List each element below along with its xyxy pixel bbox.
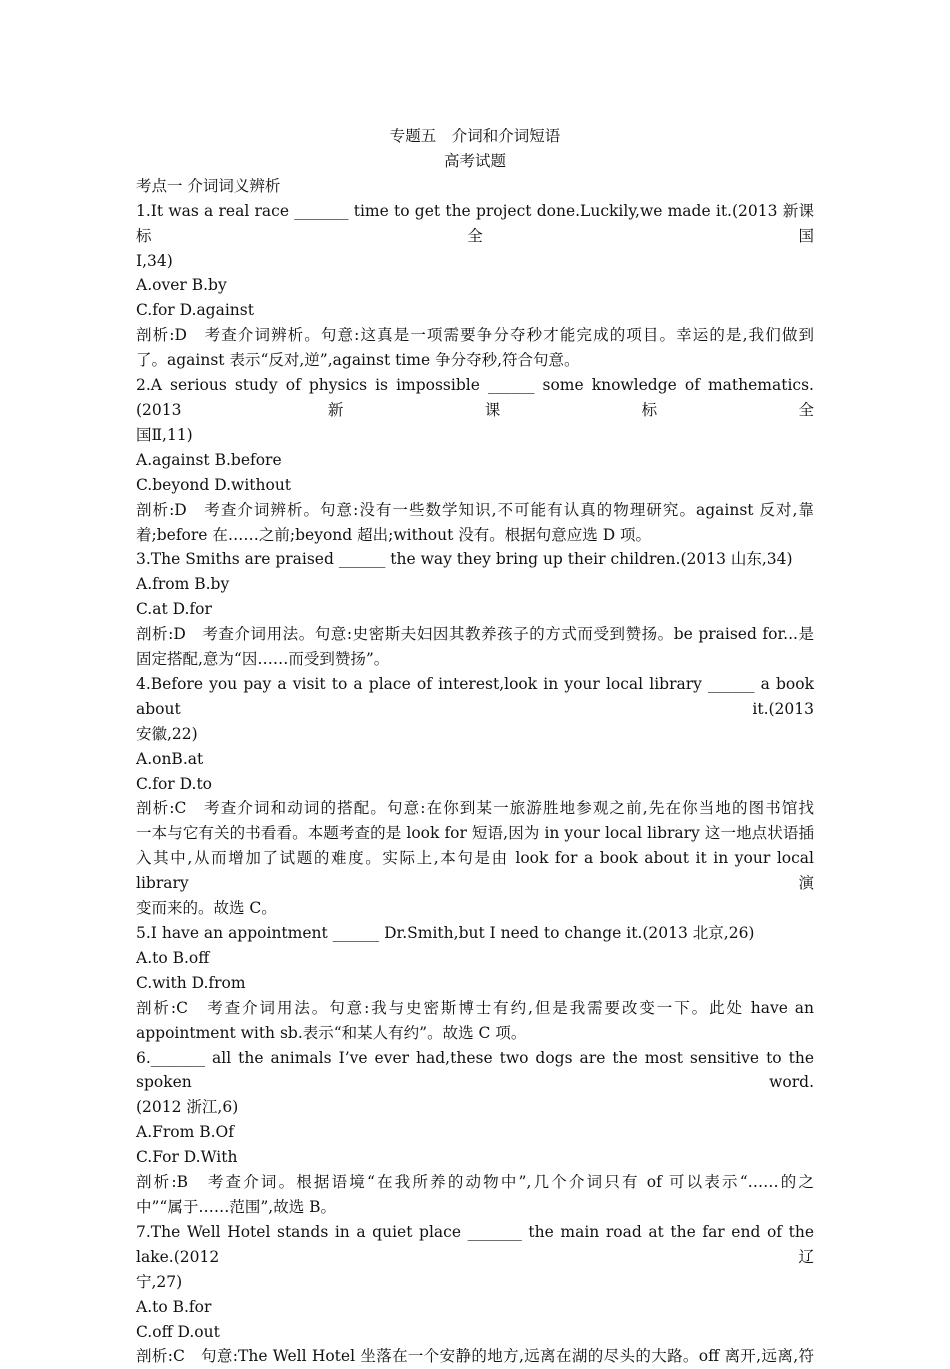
text-line: 7.The Well Hotel stands in a quiet place _______ the main road at the far end of the lake.(2012 辽 xyxy=(136,1222,814,1266)
text-line: 剖析:D 考查介词辨析。句意:这真是一项需要争分夺秒才能完成的项目。幸运的是,我们做到 xyxy=(136,326,814,345)
text-line: 宁,27) xyxy=(136,1272,183,1291)
text-line: 剖析:C 句意:The Well Hotel 坐落在一个安静的地方,远离在湖的尽头的大路。off 离开,远离,符 xyxy=(136,1347,814,1366)
text-line: 2.A serious study of physics is impossible ______ some knowledge of mathematics.(2013 新课标全 xyxy=(136,376,814,419)
text-line: C.off D.out xyxy=(136,1322,220,1341)
text-line: appointment with sb.表示“和某人有约”。故选 C 项。 xyxy=(136,1023,527,1042)
text-line: 5.I have an appointment ______ Dr.Smith,but I need to change it.(2013 北京,26) xyxy=(136,924,755,942)
text-line: 1.It was a real race _______ time to get the project done.Luckily,we made it.(2013 新课标全国 xyxy=(136,201,814,245)
text-line: 安徽,22) xyxy=(136,724,198,743)
text-line: 剖析:D 考查介词用法。句意:史密斯夫妇因其教养孩子的方式而受到赞扬。be praised for...是 xyxy=(136,625,814,644)
section-heading: 考点一 介词词义辨析 xyxy=(136,176,281,195)
text-line: C.For D.With xyxy=(136,1148,238,1167)
text-line: Ⅰ,34) xyxy=(136,251,173,270)
text-line: A.onB.at xyxy=(136,749,204,768)
text-line: 中”“属于……范围”,故选 B。 xyxy=(136,1197,337,1216)
page-subtitle: 高考试题 xyxy=(443,151,506,170)
text-line: A.over B.by xyxy=(136,276,227,295)
text-line: A.to B.for xyxy=(136,1297,212,1316)
text-line: 剖析:C 考查介词和动词的搭配。句意:在你到某一旅游胜地参观之前,先在你当地的图书馆找 xyxy=(136,799,814,818)
text-line: C.with D.from xyxy=(136,973,246,992)
text-line: 6._______ all the animals I’ve ever had,these two dogs are the most sensitive to the spoken word. xyxy=(136,1048,814,1092)
text-line: 变而来的。故选 C。 xyxy=(136,899,277,918)
text-line: 国Ⅱ,11) xyxy=(136,425,193,444)
text-line: C.for D.against xyxy=(136,301,254,320)
text-line: 剖析:D 考查介词辨析。句意:没有一些数学知识,不可能有认真的物理研究。against 反对,靠 xyxy=(136,500,814,519)
text-line: 4.Before you pay a visit to a place of interest,look in your local library ______ a book about it.(2013 xyxy=(136,674,814,718)
text-line: 了。against 表示“反对,逆”,against time 争分夺秒,符合句意。 xyxy=(136,351,580,370)
text-line: C.for D.to xyxy=(136,774,213,793)
page-title: 专题五 介词和介词短语 xyxy=(389,127,561,145)
text-line: A.to B.off xyxy=(136,948,210,967)
text-line: 固定搭配,意为“因……而受到赞扬”。 xyxy=(136,650,390,669)
text-line: A.from B.by xyxy=(136,575,230,594)
text-line: A.From B.Of xyxy=(136,1123,235,1142)
document-body xyxy=(136,199,814,1369)
text-line: 一本与它有关的书看看。本题考查的是 look for 短语,因为 in your local library 这一地点状语插 xyxy=(136,824,814,843)
text-line: (2012 浙江,6) xyxy=(136,1098,239,1117)
text-line: C.at D.for xyxy=(136,600,212,619)
text-line: 剖析:B 考查介词。根据语境“在我所养的动物中”,几个介词只有 of 可以表示“……的之 xyxy=(136,1173,814,1192)
text-line: 剖析:C 考查介词用法。句意:我与史密斯博士有约,但是我需要改变一下。此处 have an xyxy=(136,998,814,1017)
text-line: 入其中,从而增加了试题的难度。实际上,本句是由 look for a book about it in your local library 演 xyxy=(136,849,814,893)
text-line: 着;before 在……之前;beyond 超出;without 没有。根据句意应选 D 项。 xyxy=(136,525,652,544)
text-line: C.beyond D.without xyxy=(136,475,292,494)
text-line: A.against B.before xyxy=(136,450,282,469)
text-line: 3.The Smiths are praised ______ the way they bring up their children.(2013 山东,34) xyxy=(136,550,793,569)
